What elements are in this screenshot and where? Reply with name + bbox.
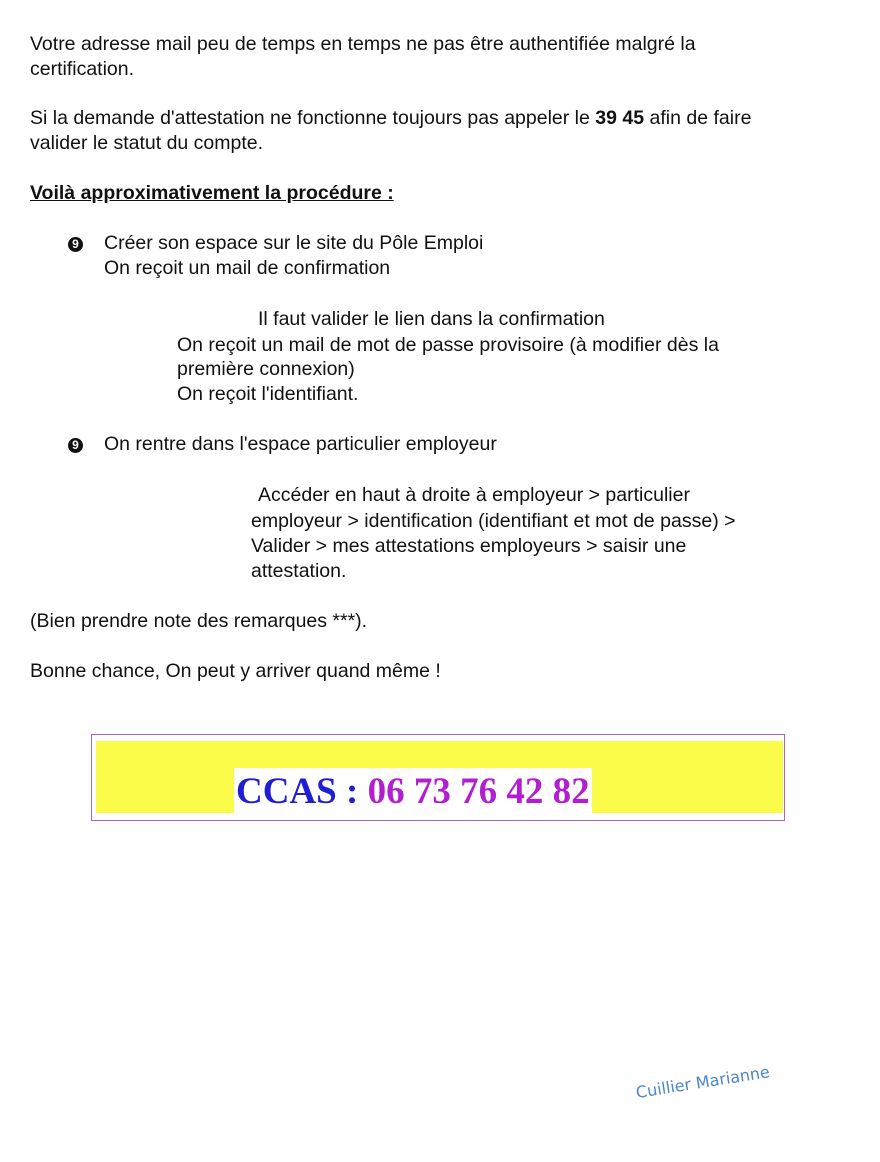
step2-sub-3: Valider > mes attestations employeurs > saisir une [251,535,687,557]
step2-sub-4: attestation. [251,560,347,582]
ccas-contact [234,768,592,816]
step1-sub-2b: première connexion) [177,358,355,380]
step1-sub-3: On reçoit l'identifiant. [177,383,359,405]
bullet-icon: 9 [68,438,83,453]
intro-line-2: certification. [30,58,135,80]
step1-title: Créer son espace sur le site du Pôle Emploi [104,232,484,254]
step1-sub-2a: On reçoit un mail de mot de passe provisoire (à modifier dès la [177,334,719,356]
intro-line-1: Votre adresse mail peu de temps en temps ne pas être authentifiée malgré la [30,33,696,55]
step1-line-2: On reçoit un mail de confirmation [104,257,391,279]
ccas-label: CCAS : [236,771,368,812]
author-signature: Cuillier Marianne [634,1062,772,1103]
ccas-phone-number: 06 73 76 42 82 [367,771,590,812]
support-phone-number: 39 45 [595,107,645,129]
attestation-text-end: afin de faire [644,107,752,129]
bullet-icon: 9 [68,237,83,252]
step1-sub-1: Il faut valider le lien dans la confirmation [258,308,605,330]
procedure-heading: Voilà approximativement la procédure : [30,182,394,204]
step2-sub-2: employeur > identification (identifiant et mot de passe) > [251,510,736,532]
step2-title: On rentre dans l'espace particulier employeur [104,433,497,455]
attestation-text-start: Si la demande d'attestation ne fonctionne toujours pas appeler le [30,107,596,129]
closing-wish: Bonne chance, On peut y arriver quand même ! [30,660,441,682]
attestation-line-2: valider le statut du compte. [30,132,264,154]
attestation-paragraph [30,106,751,131]
remarks-note: (Bien prendre note des remarques ***). [30,610,368,632]
step2-sub-1: Accéder en haut à droite à employeur > particulier [258,484,690,506]
